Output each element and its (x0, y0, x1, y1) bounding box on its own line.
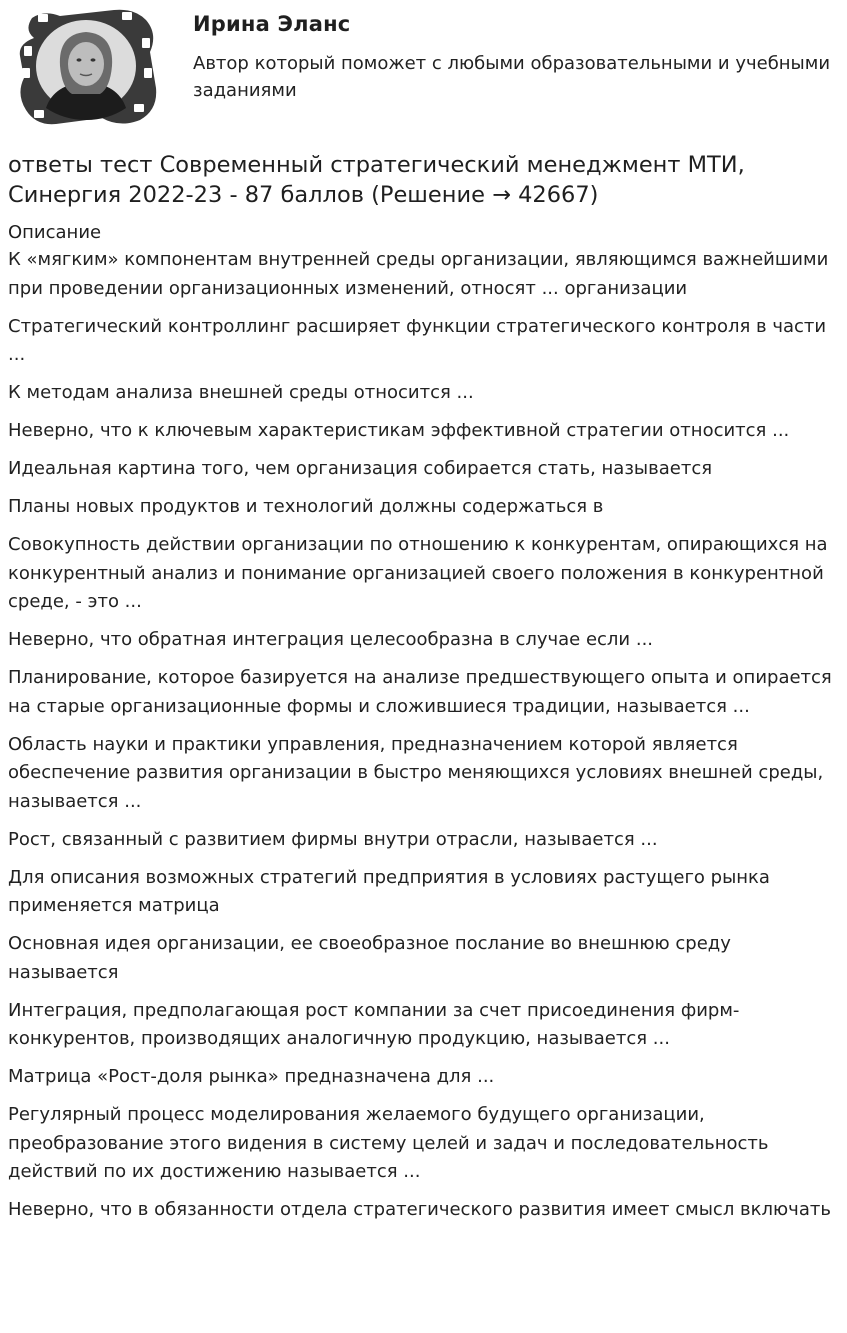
list-item: Для описания возможных стратегий предприятия в условиях растущего рынка применяется матрица (8, 866, 770, 916)
author-block (8, 0, 839, 128)
list-item: Область науки и практики управления, предназначением которой является обеспечение развития организации в быстро меняющихся условиях внешней среды, называется ... (8, 733, 824, 812)
list-item: К методам анализа внешней среды относится ... (8, 382, 474, 403)
list-item: Регулярный процесс моделирования желаемого будущего организации, преобразование этого видения в систему целей и задач и последовательность действий по их достижению называется ... (8, 1104, 769, 1182)
list-item: Основная идея организации, ее своеобразное послание во внешнюю среду называется (8, 933, 731, 983)
list-item: Планирование, которое базируется на анализе предшествующего опыта и опирается на старые организационные формы и сложившиеся традиции, называется ... (8, 667, 832, 717)
question-list (8, 246, 839, 1225)
list-item: Неверно, что обратная интеграция целесообразна в случае если ... (8, 629, 654, 650)
list-item: Матрица «Рост-доля рынка» предназначена для ... (8, 1066, 495, 1087)
page-title: ответы тест Современный стратегический менеджмент МТИ, Синергия 2022-23 - 87 баллов (Решение → 42667) (8, 152, 745, 208)
avatar[interactable] (16, 8, 158, 126)
list-item: Неверно, что в обязанности отдела стратегического развития имеет смысл включать (8, 1199, 831, 1220)
list-item: Интеграция, предполагающая рост компании за счет присоединения фирм-конкурентов, производящих аналогичную продукцию, называется ... (8, 999, 740, 1049)
list-item: Идеальная картина того, чем организация собирается стать, называется (8, 458, 713, 479)
author-photo (36, 20, 136, 120)
list-item: Стратегический контроллинг расширяет функции стратегического контроля в части ... (8, 315, 827, 365)
description-label: Описание (8, 222, 102, 243)
list-item: Неверно, что к ключевым характеристикам эффективной стратегии относится ... (8, 420, 790, 441)
list-item: Рост, связанный с развитием фирмы внутри отрасли, называется ... (8, 828, 658, 850)
list-item: Планы новых продуктов и технологий должны содержаться в (8, 496, 604, 517)
list-item: Совокупность действии организации по отношению к конкурентам, опирающихся на конкурентный анализ и понимание организацией своего положения в конкурентной среде, - это ... (8, 534, 828, 612)
author-description: Автор который поможет с любыми образовательными и учебными заданиями (193, 53, 831, 101)
list-item: К «мягким» компонентам внутренней среды организации, являющимся важнейшими при проведении организационных изменений, относят ... организации (8, 249, 829, 299)
author-name[interactable]: Ирина Эланс (193, 12, 351, 36)
